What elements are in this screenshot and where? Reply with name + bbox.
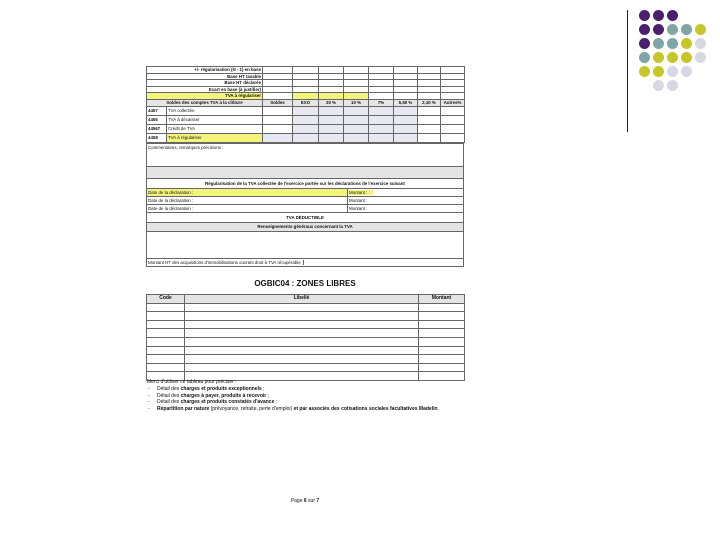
decorative-divider: [627, 10, 628, 132]
note-bold: et par associés des cotisations sociales facultatives Madelin: [293, 406, 438, 413]
decorative-dot: [695, 24, 706, 35]
note-text: Détail des: [157, 399, 181, 406]
blank-area: [147, 232, 463, 259]
declaration-row: [147, 205, 463, 213]
vat-row-label: TVA à régulariser: [147, 93, 263, 100]
vat-header-cell: 7%: [369, 99, 394, 106]
decorative-dot: [653, 52, 664, 63]
vat-cell: [418, 124, 441, 133]
note-item: [157, 386, 477, 393]
vat-cell: [418, 93, 441, 100]
vat-header-cell: Soldes: [263, 99, 293, 106]
vat-cell: [293, 73, 319, 80]
vat-account-row: [147, 124, 465, 133]
note-text: ;: [274, 399, 278, 406]
gray-band: [147, 166, 463, 178]
vat-cell: [263, 124, 293, 133]
account-code: 4458: [147, 133, 167, 142]
vat-cell: [263, 86, 293, 93]
vat-label-row: [147, 93, 465, 100]
decorative-dot: [653, 24, 664, 35]
vat-row-label: Base HT déclarée: [147, 80, 263, 87]
vat-cell: [418, 133, 441, 142]
vat-cell: [319, 93, 344, 100]
zones-cell: [147, 312, 185, 321]
vat-cell: [441, 115, 465, 124]
vat-cell: [263, 73, 293, 80]
declaration-date-label: Date de la déclaration :: [147, 205, 348, 212]
zones-cell: [185, 329, 419, 338]
declaration-row: [147, 197, 463, 205]
note-text: Détail des: [157, 392, 181, 399]
decorative-dot: [667, 80, 678, 91]
decorative-dot: [681, 38, 692, 49]
footer-page: 6: [303, 498, 307, 504]
zones-cell: [419, 320, 465, 329]
zones-cell: [419, 329, 465, 338]
zones-cell: [147, 320, 185, 329]
zones-cell: [147, 337, 185, 346]
declaration-amount-label: [348, 205, 463, 212]
vat-account-row: [147, 115, 465, 124]
regularisation-title: Régularisation de la TVA collectée de l'exercice portée sur les déclarations de l'exercice suivant: [147, 178, 463, 189]
notes-intro: Merci d'utiliser ce tableau pour préciser :: [147, 379, 237, 385]
page-footer: [0, 498, 610, 504]
decorative-dot: [667, 10, 678, 21]
declaration-amount-label: [348, 189, 463, 196]
vat-cell: [394, 115, 418, 124]
decorative-dot-grid: [639, 10, 719, 120]
vat-cell: [369, 80, 394, 87]
vat-cell: [293, 67, 319, 74]
decorative-dot: [653, 80, 664, 91]
zones-cell: [185, 346, 419, 355]
vat-label-row: [147, 86, 465, 93]
vat-cell: [344, 93, 369, 100]
vat-cell: [418, 86, 441, 93]
account-label: TVA à régulariser: [167, 133, 263, 142]
vat-label-row: [147, 73, 465, 80]
vat-cell: [441, 133, 465, 142]
vat-cell: [293, 106, 319, 115]
vat-cell: [441, 106, 465, 115]
declaration-amount-label: [348, 197, 463, 204]
zones-cell: [419, 363, 465, 372]
vat-cell: [319, 86, 344, 93]
footer-total: 7: [316, 498, 320, 504]
vat-cell: [441, 124, 465, 133]
zones-cell: [147, 346, 185, 355]
zones-row: [147, 337, 465, 346]
vat-cell: [441, 80, 465, 87]
note-item: [157, 393, 477, 400]
zones-cell: [185, 303, 419, 312]
vat-cell: [369, 73, 394, 80]
zones-cell: [419, 303, 465, 312]
vat-cell: [344, 115, 369, 124]
declaration-date-label: Date de la déclaration :: [147, 189, 348, 196]
vat-cell: [293, 115, 319, 124]
decorative-dot: [639, 52, 650, 63]
decorative-dot: [667, 66, 678, 77]
declaration-date-label: Date de la déclaration :: [147, 197, 348, 204]
decorative-dot: [695, 52, 706, 63]
vat-cell: [441, 86, 465, 93]
decorative-dot: [667, 52, 678, 63]
vat-cell: [293, 86, 319, 93]
zones-cell: [185, 320, 419, 329]
decorative-dot: [639, 38, 650, 49]
zones-row: [147, 363, 465, 372]
decorative-dot: [681, 66, 692, 77]
note-text: ;: [266, 392, 270, 399]
vat-row-label: +/- régularisation (N - 1) en base: [147, 67, 263, 74]
vat-label-row: [147, 80, 465, 87]
vat-cell: [293, 93, 319, 100]
vat-header-cell: EXO: [293, 99, 319, 106]
vat-cell: [344, 67, 369, 74]
zones-row: [147, 355, 465, 364]
zones-row: [147, 320, 465, 329]
decorative-dot: [653, 66, 664, 77]
vat-header-cell: 20 %: [319, 99, 344, 106]
vat-account-row: [147, 106, 465, 115]
vat-cell: [441, 67, 465, 74]
vat-cell: [394, 106, 418, 115]
tva-deductible-title: TVA DÉDUCTIBLE: [147, 213, 463, 223]
decorative-dot: [653, 38, 664, 49]
vat-table: [146, 66, 465, 143]
zones-row: [147, 303, 465, 312]
col-header-libelle: Libellé: [185, 295, 419, 304]
account-label: TVA à décaisser: [167, 115, 263, 124]
zones-cell: [147, 355, 185, 364]
vat-cell: [319, 80, 344, 87]
decorative-dot: [639, 66, 650, 77]
note-item: [157, 399, 477, 406]
vat-cell: [394, 80, 418, 87]
vat-cell: [319, 133, 344, 142]
account-code: 44567: [147, 124, 167, 133]
vat-cell: [293, 80, 319, 87]
comments-label: Commentaires, remarques précisions :: [148, 144, 224, 150]
vat-header-cell: 5,50 %: [394, 99, 418, 106]
vat-cell: [418, 115, 441, 124]
zones-cell: [185, 312, 419, 321]
note-item: [157, 406, 477, 413]
vat-header-cell: 2,10 %: [418, 99, 441, 106]
zones-cell: [419, 355, 465, 364]
declaration-row: [147, 189, 463, 197]
vat-row-label: Base HT taxable: [147, 73, 263, 80]
vat-cell: [394, 133, 418, 142]
note-text: Détail des: [157, 385, 181, 392]
note-bold: charges et produits constatés d'avance: [180, 399, 275, 406]
zones-cell: [147, 329, 185, 338]
notes-section: [147, 379, 477, 413]
zones-cell: [185, 337, 419, 346]
vat-header-cell: 10 %: [344, 99, 369, 106]
note-bold: charges et produits exceptionnels: [180, 385, 262, 392]
footer-mid: sur: [306, 498, 317, 504]
vat-cell: [263, 115, 293, 124]
vat-cell: [319, 106, 344, 115]
tax-form-page: [146, 66, 464, 267]
vat-cell: [441, 93, 465, 100]
account-code: 4455: [147, 115, 167, 124]
vat-cell: [394, 73, 418, 80]
vat-cell: [394, 124, 418, 133]
decorative-dot: [695, 38, 706, 49]
decorative-dot: [653, 10, 664, 21]
vat-cell: [369, 115, 394, 124]
vat-cell: [418, 67, 441, 74]
note-bold: charges à payer, produits à recevoir: [180, 392, 267, 399]
vat-row-label: Ecart en base (à justifier): [147, 86, 263, 93]
decorative-dot: [667, 38, 678, 49]
note-text: .: [437, 406, 439, 413]
zones-cell: [419, 312, 465, 321]
montant-label: Montant :: [349, 197, 368, 203]
vat-cell: [369, 67, 394, 74]
decorative-dot: [667, 24, 678, 35]
notes-list: [147, 386, 477, 413]
decorative-dot: [681, 24, 692, 35]
account-label: Crédit de TVA: [167, 124, 263, 133]
vat-cell: [369, 93, 394, 100]
vat-cell: [293, 124, 319, 133]
vat-header-label: Soldes des comptes TVA à la clôture: [147, 99, 263, 106]
vat-cell: [369, 86, 394, 93]
montant-label: Montant :: [349, 205, 368, 211]
vat-cell: [319, 115, 344, 124]
zones-cell: [185, 363, 419, 372]
note-bold: Répartition par nature: [157, 406, 210, 413]
vat-cell: [263, 106, 293, 115]
vat-cell: [263, 67, 293, 74]
vat-cell: [369, 133, 394, 142]
vat-cell: [344, 133, 369, 142]
vat-cell: [441, 73, 465, 80]
vat-cell: [319, 73, 344, 80]
vat-cell: [418, 106, 441, 115]
note-text: ;: [261, 385, 265, 392]
vat-cell: [344, 80, 369, 87]
vat-cell: [319, 124, 344, 133]
zones-title: OGBIC04 : ZONES LIBRES: [254, 279, 356, 288]
montant-ht-row: [147, 259, 463, 266]
zones-table-wrapper: [146, 294, 464, 381]
note-text: (prévoyance, retraite, perte d'emploi): [209, 406, 294, 413]
decorative-dot: [681, 52, 692, 63]
zones-row: [147, 329, 465, 338]
zones-row: [147, 312, 465, 321]
vat-label-row: [147, 67, 465, 74]
vat-cell: [319, 67, 344, 74]
vat-header-row: [147, 99, 465, 106]
vat-cell: [369, 124, 394, 133]
vat-account-row: [147, 133, 465, 142]
account-label: TVA collectée: [167, 106, 263, 115]
vat-header-cell: Autres%: [441, 99, 465, 106]
zones-cell: [147, 303, 185, 312]
montant-ht-label: Montant HT des acquisitions d'immobilisations ouvrant droit à TVA récupérable: [148, 260, 304, 265]
vat-cell: [344, 86, 369, 93]
vat-cell: [369, 106, 394, 115]
vat-cell: [344, 73, 369, 80]
vat-cell: [394, 67, 418, 74]
vat-cell: [263, 80, 293, 87]
zones-row: [147, 346, 465, 355]
zones-cell: [419, 346, 465, 355]
vat-cell: [418, 80, 441, 87]
decorative-dot: [639, 24, 650, 35]
col-header-code: Code: [147, 295, 185, 304]
renseignements-title: Renseignements généraux concernant la TVA: [147, 223, 463, 232]
vat-cell: [263, 93, 293, 100]
montant-label: Montant :: [349, 190, 373, 195]
comments-block: [146, 143, 464, 267]
vat-cell: [394, 86, 418, 93]
zones-cell: [419, 337, 465, 346]
vat-cell: [394, 93, 418, 100]
vat-cell: [418, 73, 441, 80]
vat-cell: [293, 133, 319, 142]
col-header-montant: Montant: [419, 295, 465, 304]
zones-cell: [147, 363, 185, 372]
footer-prefix: Page: [290, 498, 304, 504]
zones-table: [146, 294, 465, 381]
vat-cell: [263, 133, 293, 142]
vat-cell: [344, 106, 369, 115]
vat-cell: [344, 124, 369, 133]
account-code: 4457: [147, 106, 167, 115]
zones-cell: [185, 355, 419, 364]
decorative-dot: [639, 10, 650, 21]
